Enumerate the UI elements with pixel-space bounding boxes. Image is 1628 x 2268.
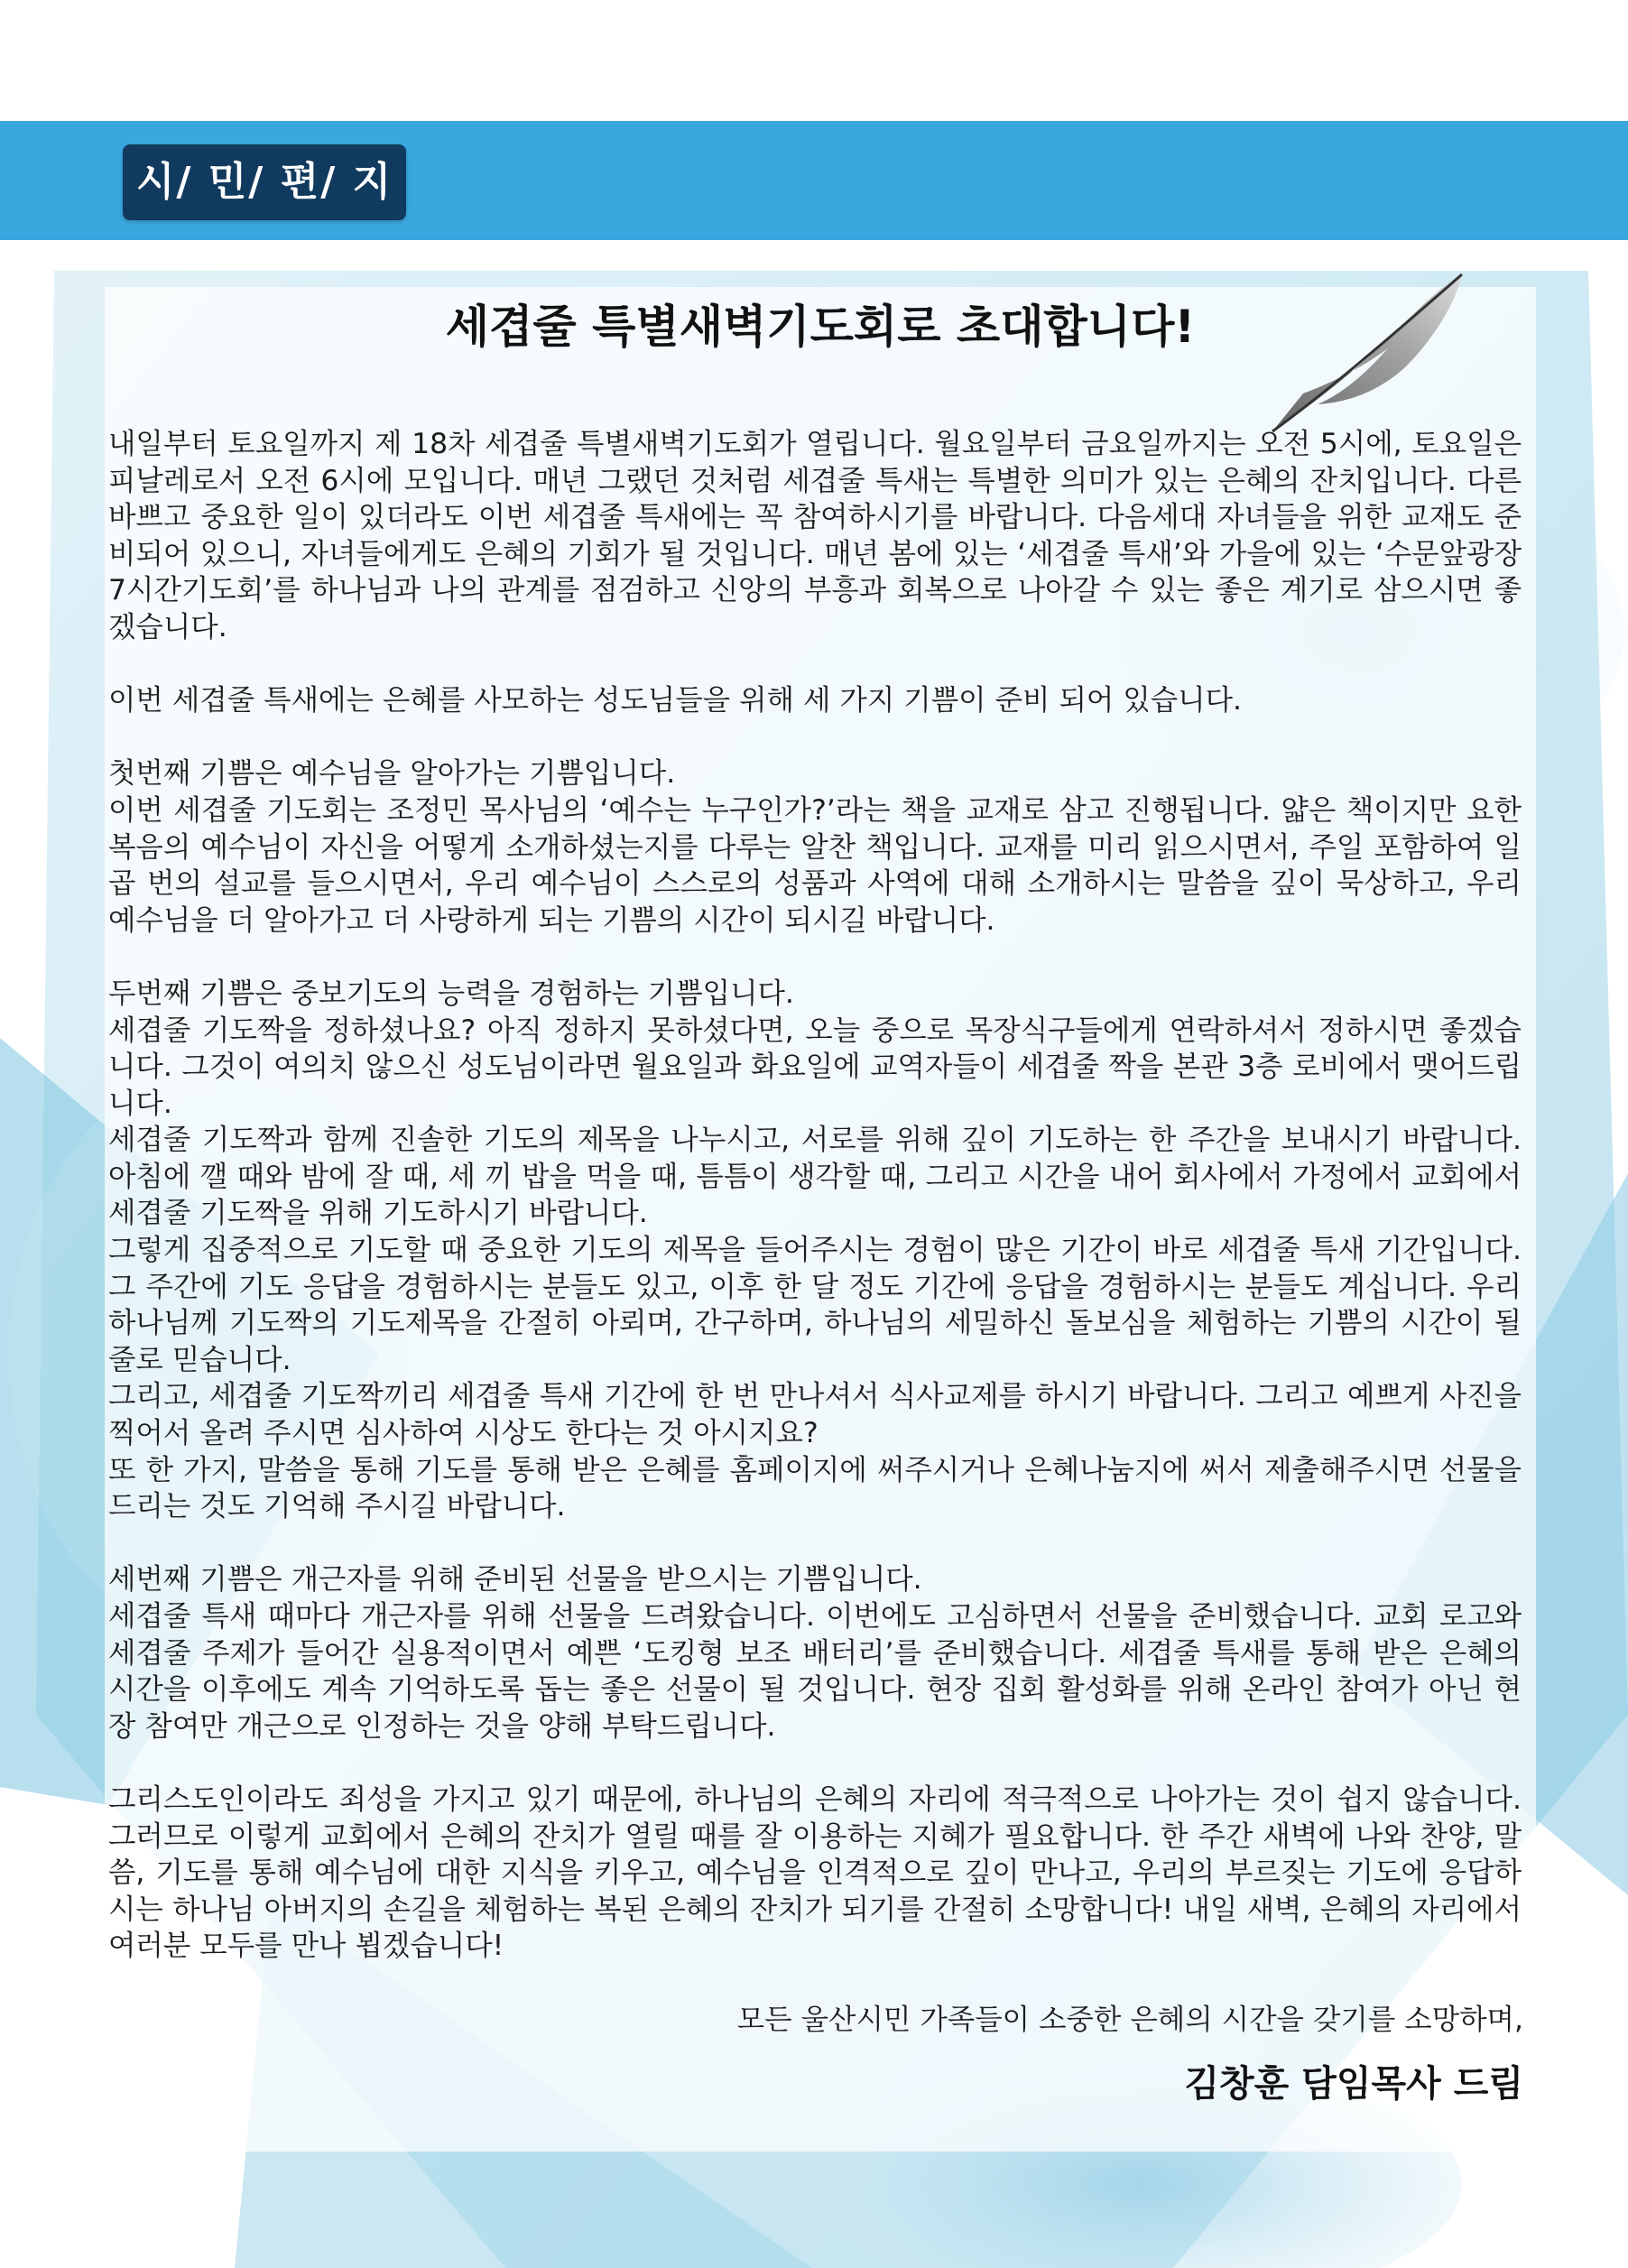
section-label-badge: 시/ 민/ 편/ 지 bbox=[123, 144, 406, 220]
signature: 김창훈 담임목사 드림 bbox=[1184, 2063, 1523, 2105]
closing-line: 모든 울산시민 가족들이 소중한 은혜의 시간을 갖기를 소망하며, bbox=[736, 2004, 1523, 2036]
paragraph-gap bbox=[108, 646, 1522, 683]
paragraph: 세겹줄 특새 때마다 개근자를 위해 선물을 드려왔습니다. 이번에도 고심하면서 선물을 준비했습니다. 교회 로고와 세겹줄 주제가 들어간 실용적이면서 예쁜 ‘도킹형 보조 배터리’를 준비했습니다. 세겹줄 특새를 통해 받은 은혜의 시간을 이후에도 계속 기억하도록 돕는 좋은 선물이 될 것입니다. 현장 집회 활성화를 위해 온라인 참여가 아닌 현장 참여만 개근으로 인정하는 것을 양해 부탁드립니다. bbox=[108, 1600, 1522, 1743]
paragraph: 그렇게 집중적으로 기도할 때 중요한 기도의 제목을 들어주시는 경험이 많은 기간이 바로 세겹줄 특새 기간입니다. 그 주간에 기도 응답을 경험하시는 분들도 있고, 이후 한 달 정도 기간에 응답을 경험하시는 분들도 계십니다. 우리 하나님께 기도짝의 기도제목을 간절히 아뢰며, 간구하며, 하나님의 세밀하신 돌보심을 체험하는 기쁨의 시간이 될 줄로 믿습니다. bbox=[108, 1234, 1522, 1376]
paragraph: 세겹줄 기도짝을 정하셨나요? 아직 정하지 못하셨다면, 오늘 중으로 목장식구들에게 연락하셔서 정하시면 좋겠습니다. 그것이 여의치 않으신 성도님이라면 월요일과 화요일에 교역자들이 세겹줄 짝을 본관 3층 로비에서 맺어드립니다. bbox=[108, 1014, 1522, 1120]
paragraph: 두번째 기쁨은 중보기도의 능력을 경험하는 기쁨입니다. bbox=[108, 977, 794, 1010]
paragraph: 세번째 기쁨은 개근자를 위해 준비된 선물을 받으시는 기쁨입니다. bbox=[108, 1563, 922, 1597]
paragraph: 내일부터 토요일까지 제 18차 세겹줄 특별새벽기도회가 열립니다. 월요일부터 금요일까지는 오전 5시에, 토요일은 피날레로서 오전 6시에 모입니다. 매년 그랬던 것처럼 세겹줄 특새는 특별한 의미가 있는 은혜의 잔치입니다. 다른 바쁘고 중요한 일이 있더라도 이번 세겹줄 특새에는 꼭 참여하시기를 바랍니다. 다음세대 자녀들을 위한 교재도 준비되어 있으니, 자녀들에게도 은혜의 기회가 될 것입니다. 매년 봄에 있는 ‘세겹줄 특새’와 가을에 있는 ‘수문앞광장 7시간기도회’를 하나님과 나의 관계를 점검하고 신앙의 부흥과 회복으로 나아갈 수 있는 좋은 계기로 삼으시면 좋겠습니다. bbox=[108, 428, 1522, 643]
paragraph-gap bbox=[108, 939, 1522, 976]
paragraph: 그리스도인이라도 죄성을 가지고 있기 때문에, 하나님의 은혜의 자리에 적극적으로 나아가는 것이 쉽지 않습니다. 그러므로 이렇게 교회에서 은혜의 잔치가 열릴 때를 잘 이용하는 지혜가 필요합니다. 한 주간 새벽에 나와 찬양, 말씀, 기도를 통해 예수님에 대한 지식을 키우고, 예수님을 인격적으로 깊이 만나고, 우리의 부르짖는 기도에 응답하시는 하나님 아버지의 손길을 체험하는 복된 은혜의 잔치가 되기를 간절히 소망합니다! 내일 새벽, 은혜의 자리에서 여러분 모두를 만나 뵙겠습니다! bbox=[108, 1782, 1522, 1963]
paragraph: 세겹줄 기도짝과 함께 진솔한 기도의 제목을 나누시고, 서로를 위해 깊이 기도하는 한 주간을 보내시기 바랍니다. 아침에 깰 때와 밤에 잘 때, 세 끼 밥을 먹을 때, 틈틈이 생각할 때, 그리고 시간을 내어 회사에서 가정에서 교회에서 세겹줄 기도짝을 위해 기도하시기 바랍니다. bbox=[108, 1124, 1522, 1230]
paragraph: 또 한 가지, 말씀을 통해 기도를 통해 받은 은혜를 홈페이지에 써주시거나 은혜나눔지에 써서 제출해주시면 선물을 드리는 것도 기억해 주시길 바랍니다. bbox=[108, 1453, 1522, 1523]
paragraph: 첫번째 기쁨은 예수님을 알아가는 기쁨입니다. bbox=[108, 757, 676, 791]
letter-title: 세겹줄 특별새벽기도회로 초대합니다! bbox=[445, 301, 1196, 353]
paragraph: 이번 세겹줄 특새에는 은혜를 사모하는 성도님들을 위해 세 가지 기쁨이 준비 되어 있습니다. bbox=[108, 684, 1243, 717]
paragraph-gap bbox=[108, 719, 1522, 756]
paragraph-gap bbox=[108, 1745, 1522, 1782]
paragraph: 이번 세겹줄 기도회는 조정민 목사님의 ‘예수는 누구인가?’라는 책을 교재로 삼고 진행됩니다. 얇은 책이지만 요한복음의 예수님이 자신을 어떻게 소개하셨는지를 다루는 알찬 책입니다. 교재를 미리 읽으시면서, 주일 포함하여 일곱 번의 설교를 들으시면서, 우리 예수님이 스스로의 성품과 사역에 대해 소개하시는 말씀을 깊이 묵상하고, 우리 예수님을 더 알아가고 더 사랑하게 되는 기쁨의 시간이 되시길 바랍니다. bbox=[108, 793, 1522, 937]
letter-body bbox=[108, 426, 1522, 1965]
paragraph: 그리고, 세겹줄 기도짝끼리 세겹줄 특새 기간에 한 번 만나셔서 식사교제를 하시기 바랍니다. 그리고 예쁘게 사진을 찍어서 올려 주시면 심사하여 시상도 한다는 것 아시지요? bbox=[108, 1380, 1522, 1450]
paragraph-gap bbox=[108, 1525, 1522, 1562]
